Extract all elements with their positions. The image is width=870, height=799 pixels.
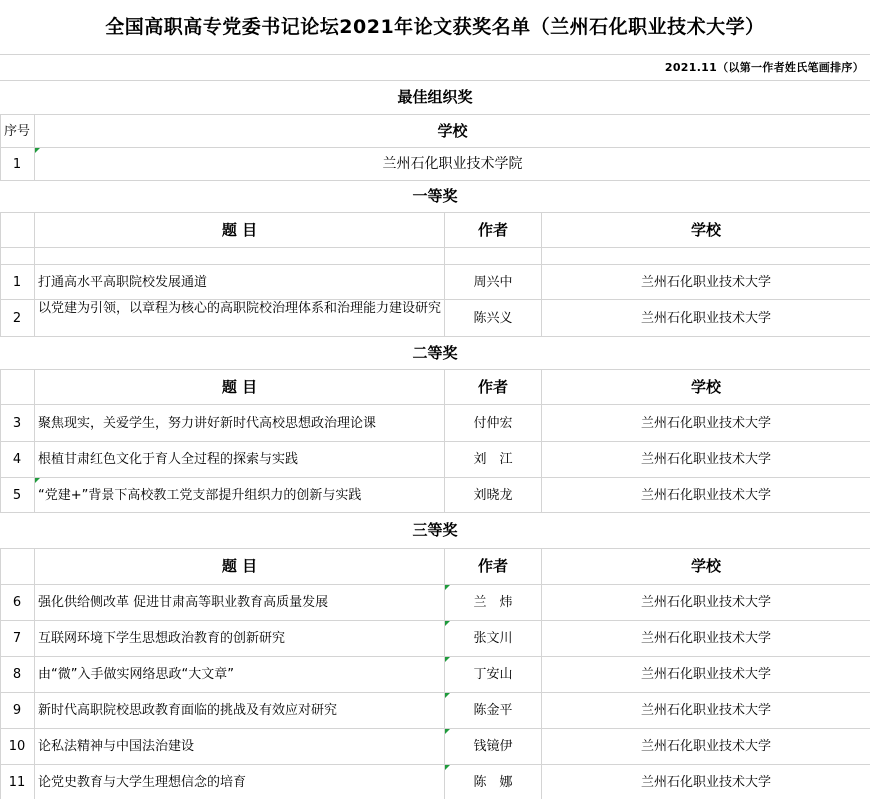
row-school: 兰州石化职业技术大学 [640, 310, 771, 326]
row-title: 根植甘肃红色文化于育人全过程的探索与实践 [38, 452, 299, 467]
row-title: “党建+”背景下高校教工党支部提升组织力的创新与实践 [38, 487, 362, 503]
column-header-author: 作者 [477, 557, 508, 575]
row-title: 聚焦现实，关爱学生，努力讲好新时代高校思想政治理论课 [38, 415, 377, 431]
row-school: 兰州石化职业技术大学 [640, 274, 771, 290]
row-index: 5 [12, 487, 22, 503]
column-header-title: 题 目 [221, 377, 258, 396]
row-school: 兰州石化职业技术大学 [640, 774, 771, 790]
section-heading-org-award: 最佳组织奖 [397, 88, 473, 106]
row-school: 兰州石化职业技术大学 [640, 595, 771, 610]
row-author: 刘 江 [473, 452, 513, 467]
row-title: 论党史教育与大学生理想信念的培育 [38, 774, 247, 790]
row-author: 付仲宏 [473, 415, 513, 431]
column-header-school: 学校 [690, 377, 721, 396]
row-title: 强化供给侧改革 促进甘肃高等职业教育高质量发展 [38, 595, 329, 610]
row-index: 1 [12, 274, 22, 290]
cell-comment-marker [445, 585, 450, 590]
section-heading-third-prize: 三等奖 [412, 521, 458, 539]
row-author: 张文川 [473, 631, 513, 646]
row-author: 陈 娜 [473, 774, 513, 790]
row-author: 兰 炜 [473, 595, 513, 610]
column-header-school: 学校 [437, 121, 468, 140]
column-header-author: 作者 [477, 377, 508, 396]
row-index: 7 [12, 631, 22, 646]
row-index: 6 [12, 595, 22, 610]
row-index: 1 [12, 156, 22, 172]
cell-comment-marker [35, 148, 40, 153]
cell-comment-marker [445, 765, 450, 770]
row-title: 由“微”入手做实网络思政“大文章” [38, 667, 234, 682]
row-title: 以党建为引领，以章程为核心的高职院校治理体系和治理能力建设研究 [38, 301, 442, 316]
row-index: 3 [12, 415, 22, 431]
row-index: 4 [12, 452, 22, 467]
column-header-author: 作者 [477, 220, 508, 239]
row-author: 陈金平 [473, 703, 513, 718]
row-index: 9 [12, 703, 22, 718]
row-author: 周兴中 [473, 274, 513, 290]
column-header-title: 题 目 [221, 220, 258, 239]
row-author: 钱镜伊 [473, 739, 513, 754]
column-header-title: 题 目 [221, 557, 258, 575]
row-school: 兰州石化职业技术大学 [640, 487, 771, 503]
row-author: 陈兴义 [473, 310, 513, 326]
date-note: 2021.11（以第一作者姓氏笔画排序） [664, 61, 864, 74]
page-title: 全国高职高专党委书记论坛2021年论文获奖名单（兰州石化职业技术大学） [105, 15, 765, 38]
row-school: 兰州石化职业技术大学 [640, 452, 771, 467]
row-school: 兰州石化职业技术大学 [640, 631, 771, 646]
row-index: 11 [8, 774, 26, 790]
cell-comment-marker [445, 621, 450, 626]
cell-comment-marker [35, 478, 40, 483]
row-title: 新时代高职院校思政教育面临的挑战及有效应对研究 [38, 703, 338, 718]
cell-comment-marker [445, 693, 450, 698]
row-title: 打通高水平高职院校发展通道 [38, 274, 208, 290]
row-school: 兰州石化职业技术大学 [640, 739, 771, 754]
row-school: 兰州石化职业技术大学 [640, 667, 771, 682]
row-title: 论私法精神与中国法治建设 [38, 739, 195, 754]
row-school: 兰州石化职业技术大学 [640, 415, 771, 431]
row-school: 兰州石化职业技术大学 [640, 703, 771, 718]
section-heading-first-prize: 一等奖 [412, 187, 458, 205]
row-index: 10 [8, 739, 26, 754]
cell-comment-marker [445, 729, 450, 734]
column-header-school: 学校 [690, 220, 721, 239]
row-title: 互联网环境下学生思想政治教育的创新研究 [38, 631, 286, 646]
row-author: 丁安山 [473, 667, 513, 682]
cell-comment-marker [445, 657, 450, 662]
grid-line [0, 247, 870, 248]
row-index: 8 [12, 667, 22, 682]
row-index: 2 [12, 310, 22, 326]
section-heading-second-prize: 二等奖 [412, 343, 458, 362]
row-author: 刘晓龙 [473, 487, 513, 503]
column-header-school: 学校 [690, 557, 721, 575]
column-header-index: 序号 [3, 123, 30, 139]
row-school: 兰州石化职业技术学院 [382, 155, 523, 172]
